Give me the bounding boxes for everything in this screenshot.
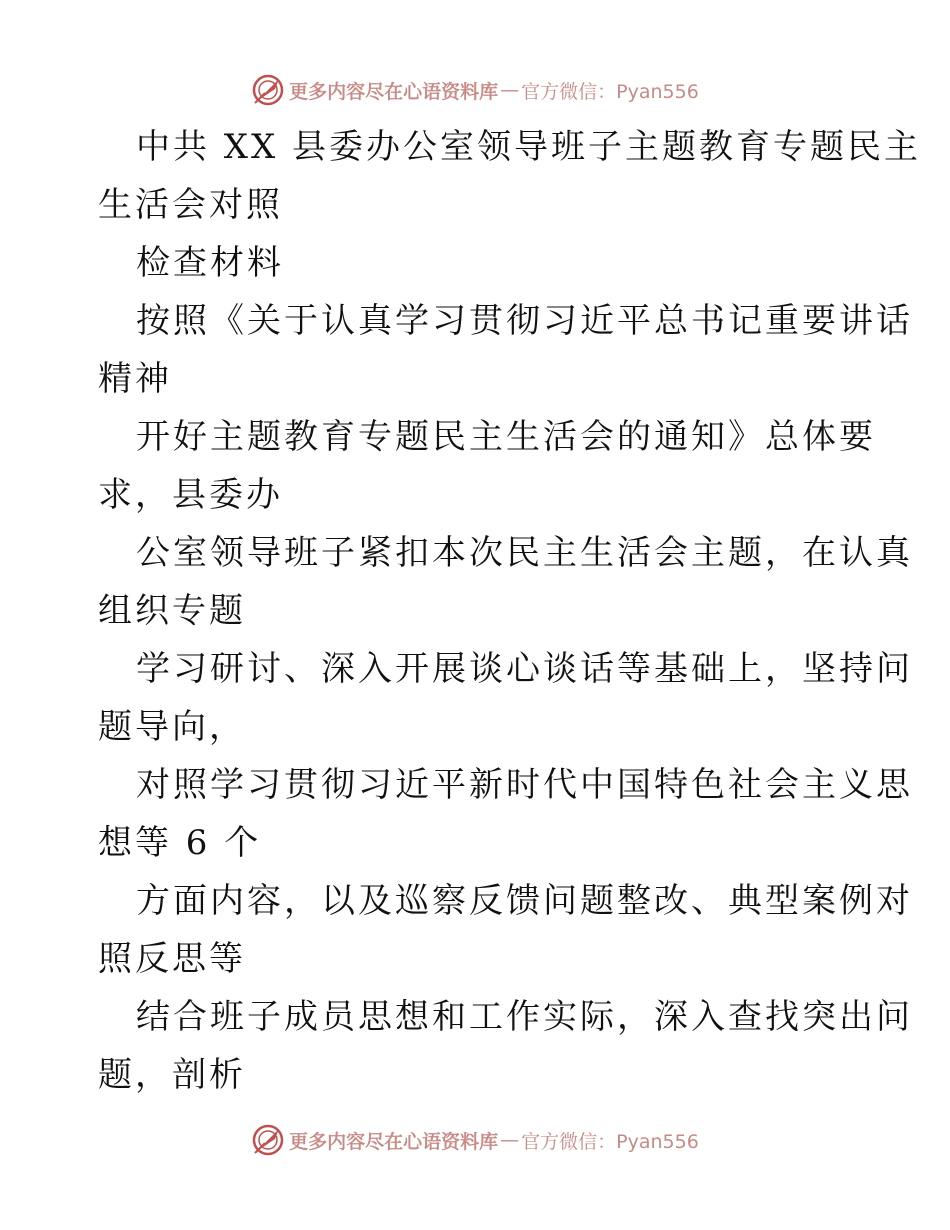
watermark-footer	[0, 1120, 950, 1160]
text-line: 中共 XX 县委办公室领导班子主题教育专题民主	[136, 127, 922, 167]
text-line: 检查材料	[136, 243, 284, 283]
watermark-title: 更多内容尽在心语资料库	[289, 80, 499, 103]
feather-logo-icon	[251, 73, 285, 107]
text-line: 公室领导班子紧扣本次民主生活会主题，在认真	[136, 533, 913, 573]
text-line: 精神	[98, 359, 172, 399]
text-line: 结合班子成员思想和工作实际，深入查找突出问	[136, 997, 913, 1037]
text-line: 按照《关于认真学习贯彻习近平总书记重要讲话	[136, 301, 913, 341]
text-line: 生活会对照	[98, 185, 283, 225]
watermark-separator: —	[500, 79, 520, 101]
text-line: 照反思等	[98, 939, 246, 979]
text-line: 求，县委办	[98, 475, 283, 515]
text-line: 题，剖析	[98, 1055, 246, 1095]
text-line: 学习研讨、深入开展谈心谈话等基础上，坚持问	[136, 649, 913, 689]
text-line: 对照学习贯彻习近平新时代中国特色社会主义思	[136, 765, 913, 805]
watermark-contact: 官方微信：Pyan556	[521, 80, 699, 103]
text-line: 方面内容，以及巡察反馈问题整改、典型案例对	[136, 881, 913, 921]
watermark-contact: 官方微信：Pyan556	[521, 1130, 699, 1153]
watermark-title: 更多内容尽在心语资料库	[289, 1130, 499, 1153]
text-line: 组织专题	[98, 591, 246, 631]
watermark-header	[0, 70, 950, 110]
watermark-separator: —	[500, 1129, 520, 1151]
text-line: 题导向，	[98, 707, 246, 747]
text-line: 想等 6 个	[98, 823, 262, 863]
feather-logo-icon	[251, 1123, 285, 1157]
text-line: 开好主题教育专题民主生活会的通知》总体要	[136, 417, 876, 457]
document-body	[98, 118, 922, 1104]
